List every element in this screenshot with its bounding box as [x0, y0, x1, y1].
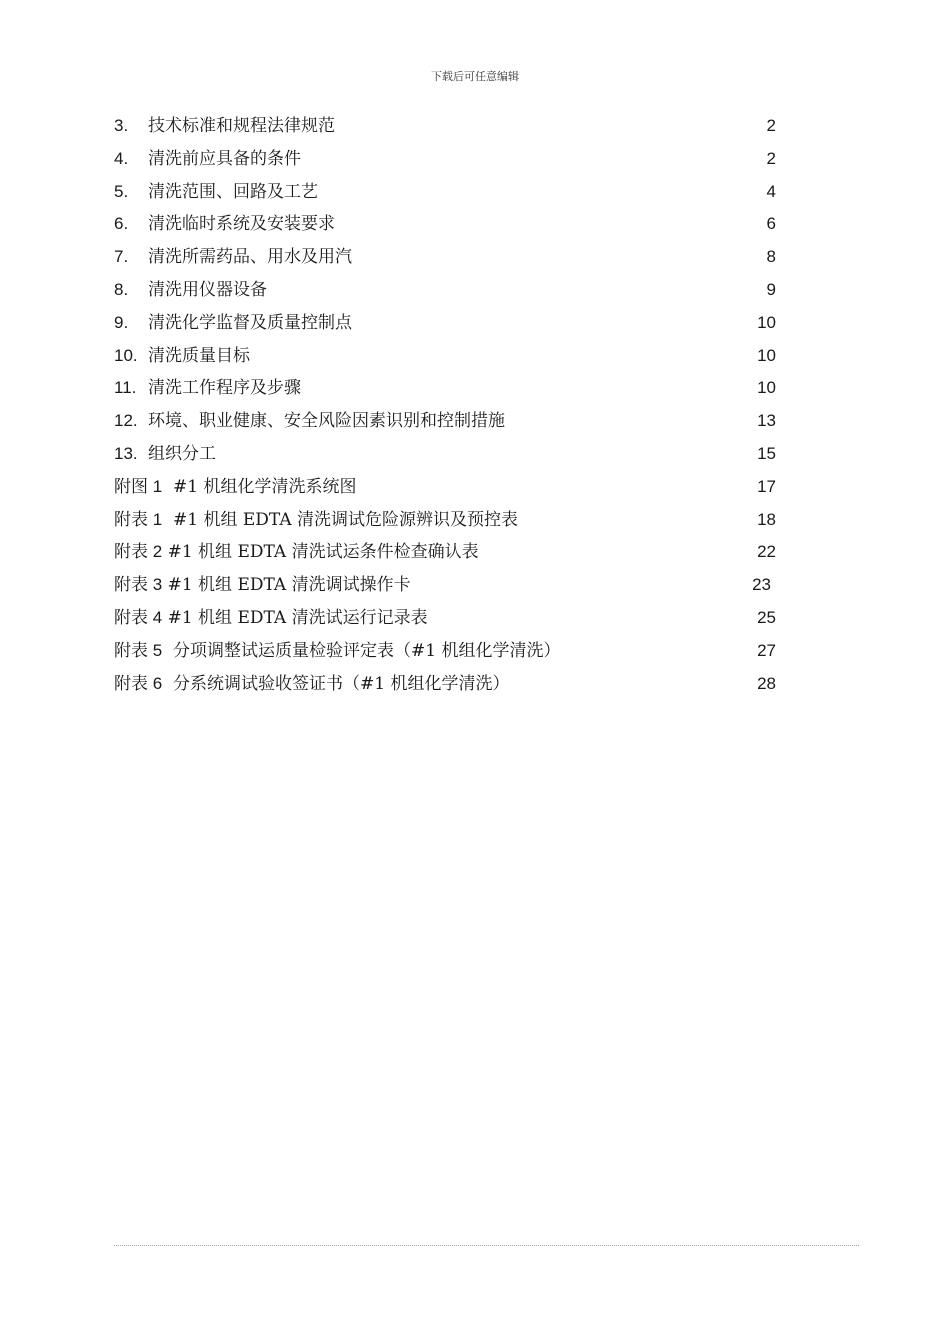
toc-entry-number: 8. [114, 279, 129, 299]
table-of-contents [114, 112, 776, 702]
toc-entry-number: 5. [114, 181, 129, 201]
toc-label [114, 637, 560, 665]
toc-entry-title: 清洗化学监督及质量控制点 [148, 312, 352, 333]
toc-entry-page: 23 [752, 575, 771, 595]
toc-entry[interactable] [114, 538, 776, 571]
toc-label [114, 506, 518, 534]
toc-entry-page: 2 [766, 148, 776, 168]
toc-entry-number: 附表 4 [114, 607, 163, 627]
toc-entry[interactable] [114, 309, 776, 342]
toc-entry-title: #1 机组 EDTA 清洗试运行记录表 [167, 607, 428, 628]
toc-label [114, 210, 335, 238]
toc-entry-title: #1 机组 EDTA 清洗调试操作卡 [167, 575, 411, 596]
toc-label [114, 276, 267, 304]
toc-entry-page: 13 [757, 411, 776, 431]
toc-entry-page: 6 [766, 214, 776, 234]
toc-label [114, 604, 428, 632]
toc-entry-number: 12. [114, 411, 138, 431]
toc-entry-number: 6. [114, 214, 129, 234]
toc-entry-number: 7. [114, 247, 129, 267]
toc-entry-number: 附表 5 [114, 640, 163, 660]
toc-entry-number: 10. [114, 345, 138, 365]
toc-label [114, 112, 335, 140]
toc-entry-title: #1 机组化学清洗系统图 [173, 476, 357, 497]
toc-label [114, 178, 318, 206]
toc-entry-page: 18 [757, 509, 776, 529]
toc-entry-title: 技术标准和规程法律规范 [148, 116, 335, 136]
toc-entry-title: 分系统调试验收签证书（#1 机组化学清洗） [173, 673, 510, 694]
toc-entry-number: 附表 6 [114, 673, 163, 693]
toc-label [114, 571, 411, 599]
toc-entry-number: 11. [114, 378, 137, 398]
toc-label [114, 309, 352, 337]
toc-entry-page: 25 [757, 607, 776, 627]
toc-label [114, 538, 479, 566]
toc-entry[interactable] [114, 276, 776, 309]
toc-label [114, 243, 352, 271]
toc-entry[interactable] [114, 210, 776, 243]
toc-entry[interactable] [114, 243, 776, 276]
toc-label [114, 440, 216, 468]
toc-entry-title: 清洗范围、回路及工艺 [148, 181, 318, 202]
toc-entry-page: 22 [757, 542, 776, 562]
toc-label [114, 342, 250, 370]
toc-entry-title: 清洗临时系统及安装要求 [148, 214, 335, 235]
toc-entry-page: 27 [757, 640, 776, 660]
toc-entry-page: 10 [757, 345, 776, 365]
toc-entry[interactable] [114, 145, 776, 178]
toc-entry-title: 组织分工 [148, 443, 216, 464]
toc-entry-number: 3. [114, 116, 129, 135]
toc-label [114, 473, 356, 501]
footer-divider [114, 1245, 859, 1246]
toc-entry-number: 附表 2 [114, 542, 163, 562]
toc-entry[interactable] [114, 178, 776, 211]
toc-entry-number: 附图 1 [114, 476, 163, 496]
toc-entry-page: 4 [766, 181, 776, 201]
toc-entry-number: 4. [114, 148, 129, 168]
toc-label [114, 670, 509, 698]
toc-entry-page: 9 [766, 279, 776, 299]
toc-entry-page: 15 [757, 443, 776, 463]
toc-entry[interactable] [114, 374, 776, 407]
toc-entry[interactable] [114, 112, 776, 145]
toc-entry[interactable] [114, 571, 776, 604]
toc-entry-page: 17 [757, 476, 776, 496]
toc-entry-title: 环境、职业健康、安全风险因素识别和控制措施 [148, 411, 505, 432]
toc-entry[interactable] [114, 604, 776, 637]
toc-label [114, 374, 301, 402]
toc-entry-page: 10 [757, 312, 776, 332]
toc-entry[interactable] [114, 407, 776, 440]
toc-label [114, 407, 505, 435]
toc-label [114, 145, 301, 173]
toc-entry-number: 附表 3 [114, 575, 163, 595]
toc-entry-number: 13. [114, 443, 138, 463]
toc-entry-number: 附表 1 [114, 509, 163, 529]
toc-entry-page: 28 [757, 673, 776, 693]
toc-entry[interactable] [114, 473, 776, 506]
toc-entry-page: 10 [757, 378, 776, 398]
toc-entry-title: 清洗用仪器设备 [148, 279, 267, 300]
toc-entry-number: 9. [114, 312, 129, 332]
toc-entry-title: 清洗所需药品、用水及用汽 [148, 247, 352, 268]
toc-entry-title: 清洗质量目标 [148, 345, 250, 366]
toc-entry-title: 分项调整试运质量检验评定表（#1 机组化学清洗） [173, 640, 561, 661]
toc-entry-title: #1 机组 EDTA 清洗调试危险源辨识及预控表 [173, 509, 518, 530]
toc-entry-page: 8 [766, 247, 776, 267]
toc-entry-title: #1 机组 EDTA 清洗试运条件检查确认表 [167, 542, 479, 563]
page-header: 下载后可任意编辑 [431, 70, 519, 83]
toc-entry[interactable] [114, 670, 776, 703]
toc-entry[interactable] [114, 506, 776, 539]
toc-entry-title: 清洗前应具备的条件 [148, 148, 301, 169]
toc-entry-title: 清洗工作程序及步骤 [148, 378, 301, 399]
toc-entry[interactable] [114, 637, 776, 670]
toc-entry[interactable] [114, 342, 776, 375]
toc-entry-page: 2 [766, 116, 776, 135]
toc-entry[interactable] [114, 440, 776, 473]
